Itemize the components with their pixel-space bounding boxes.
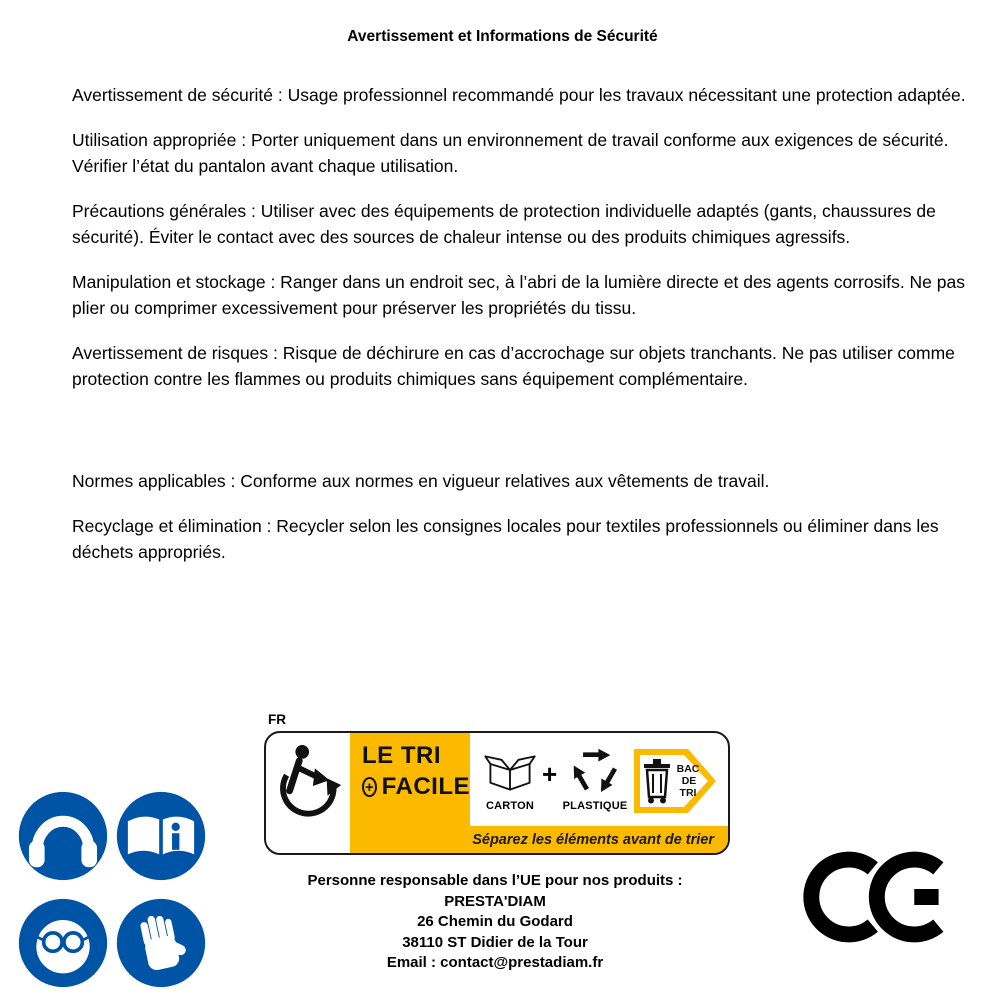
- country-code-label: FR: [268, 712, 286, 727]
- paragraph-manipulation-stockage: Manipulation et stockage : Ranger dans un endroit sec, à l’abri de la lumière directe et des agents corrosifs. Ne pas plier ou comprimer excessivement pour préserver les propriétés du tissu.: [72, 272, 965, 318]
- triman-icon: [273, 742, 347, 831]
- tri-text: TRI: [679, 787, 697, 799]
- tri-cartouche: [264, 731, 730, 855]
- page-title: Avertissement et Informations de Sécurité: [347, 28, 658, 45]
- carton-box-icon: [479, 747, 541, 793]
- address-line2: 38110 ST Didier de la Tour: [402, 933, 588, 951]
- le-tri-facile-badge: [350, 733, 470, 828]
- paragraph-avertissement-securite: Avertissement de sécurité : Usage professionnel recommandé pour les travaux nécessitant une protection adaptée.: [72, 85, 966, 105]
- carton-material: [478, 747, 542, 812]
- eye-protection-icon: [17, 897, 109, 989]
- ce-marking-icon: [802, 850, 947, 949]
- plus-separator: +: [542, 759, 558, 789]
- eu-responsible-block: [255, 871, 735, 974]
- le-tri-text: LE TRI: [362, 742, 441, 769]
- bac-text: BAC: [676, 763, 700, 775]
- hand-protection-icon: [115, 897, 207, 989]
- paragraph-recyclage-elimination: Recyclage et élimination : Recycler selon les consignes locales pour textiles professionnels ou éliminer dans les déchets appropriés.: [72, 516, 939, 562]
- company-name: PRESTA'DIAM: [444, 892, 546, 910]
- plastique-label: PLASTIQUE: [562, 800, 628, 812]
- sort-tagline: Séparez les éléments avant de trier: [350, 826, 728, 853]
- plus-circle-icon: +: [362, 777, 377, 797]
- paragraph-normes-applicables: Normes applicables : Conforme aux normes en vigueur relatives aux vêtements de travail.: [72, 471, 770, 491]
- facile-text: FACILE: [381, 773, 470, 800]
- safety-text-block: [72, 82, 986, 584]
- responsible-intro: Personne responsable dans l’UE pour nos produits :: [307, 872, 683, 889]
- paragraph-precautions-generales: Précautions générales : Utiliser avec des équipements de protection individuelle adaptés (gants, chaussures de sécurité). Éviter le contact avec des sources de chaleur intense ou des produits chimiques agressifs.: [72, 201, 936, 247]
- address-line1: 26 Chemin du Godard: [417, 913, 573, 930]
- de-text: DE: [681, 775, 697, 787]
- mandatory-pictograms: [17, 790, 207, 989]
- paragraph-avertissement-risques: Avertissement de risques : Risque de déchirure en cas d’accrochage sur objets tranchants. Ne pas utiliser comme protection contre les flammes ou produits chimiques sans équipement complémentaire.: [72, 343, 955, 389]
- contact-email: Email : contact@prestadiam.fr: [386, 954, 604, 971]
- paragraph-utilisation-appropriee: Utilisation appropriée : Porter uniquement dans un environnement de travail conforme aux exigences de sécurité. Vérifier l’état du pantalon avant chaque utilisation.: [72, 130, 949, 176]
- carton-label: CARTON: [485, 800, 535, 812]
- ear-protection-icon: [17, 790, 109, 882]
- bac-de-tri-flag: [632, 741, 718, 826]
- plastique-material: [562, 747, 628, 812]
- read-manual-icon: [115, 790, 207, 882]
- recycling-triangle-icon: [564, 747, 626, 793]
- recycling-info-label: [264, 712, 730, 855]
